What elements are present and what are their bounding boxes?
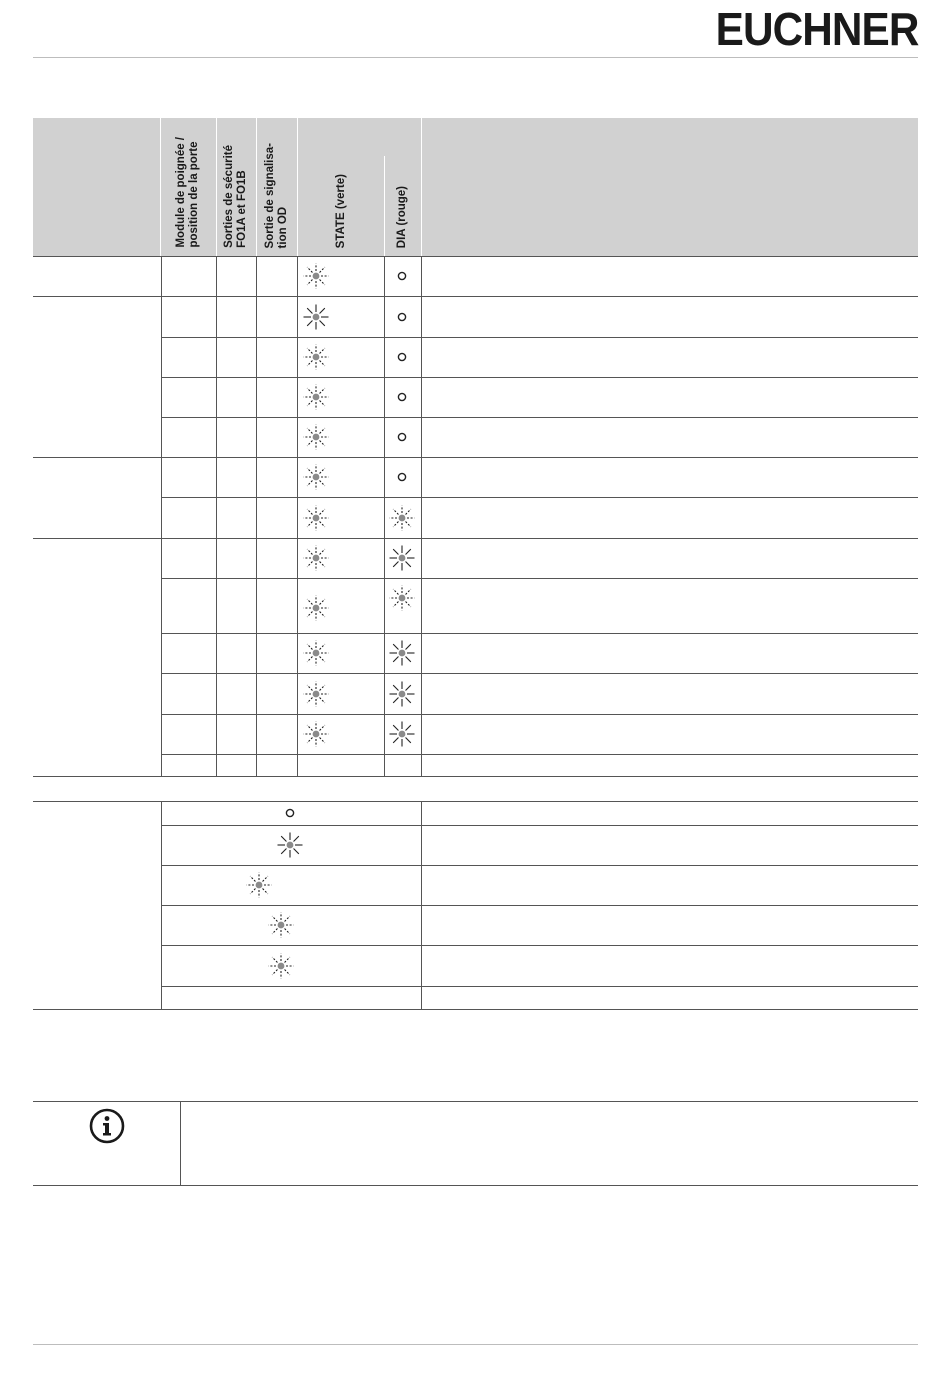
column-divider — [421, 801, 422, 1009]
led-flash-icon — [387, 719, 417, 749]
header-state-led: STATE (verte) — [335, 173, 347, 248]
table-row-divider — [161, 417, 918, 418]
table-row-divider — [161, 905, 918, 906]
led-off-icon — [387, 382, 417, 412]
led-flash-icon — [387, 543, 417, 573]
table-row-divider — [161, 578, 918, 579]
table-bottom-border — [33, 776, 918, 777]
led-blink-icon — [387, 503, 417, 533]
bottom-divider — [33, 1344, 918, 1345]
table-row-divider — [161, 754, 918, 755]
led-off-icon — [387, 342, 417, 372]
table-header — [33, 118, 918, 256]
table-row-divider — [33, 256, 918, 257]
led-off-icon — [387, 261, 417, 291]
note-top-border — [33, 1101, 918, 1102]
table-row-divider — [33, 801, 918, 802]
led-off-icon — [387, 302, 417, 332]
info-icon — [89, 1108, 125, 1144]
table-row-divider — [161, 865, 918, 866]
led-blink-icon — [301, 593, 331, 623]
table-row-divider — [33, 457, 918, 458]
led-flash-icon — [387, 638, 417, 668]
led-flash-icon — [387, 679, 417, 709]
led-blink-icon — [301, 342, 331, 372]
table-row-divider — [161, 497, 918, 498]
table-row-divider — [161, 633, 918, 634]
header-module-handle: Module de poignée / position de la porte — [175, 137, 200, 248]
header-signal-output: Sortie de signalisa- tion OD — [264, 142, 289, 248]
led-blink-icon — [301, 261, 331, 291]
led-blink-icon — [301, 503, 331, 533]
column-divider — [297, 256, 298, 776]
column-divider — [256, 256, 257, 776]
column-divider — [216, 256, 217, 776]
led-flash-icon — [301, 302, 331, 332]
header-dia-led: DIA (rouge) — [396, 185, 408, 248]
table-row-divider — [161, 945, 918, 946]
table-row-divider — [161, 986, 918, 987]
top-divider — [33, 57, 918, 58]
led-blink-icon — [301, 382, 331, 412]
led-off-icon — [275, 798, 305, 828]
led-blink-icon — [266, 951, 296, 981]
euchner-logo: EUCHNER — [715, 3, 918, 55]
column-divider — [161, 801, 162, 1009]
column-divider — [421, 256, 422, 776]
table-row-divider — [33, 538, 918, 539]
table-row-divider — [33, 296, 918, 297]
led-blink-icon — [301, 422, 331, 452]
led-blink-icon — [266, 910, 296, 940]
led-blink-icon — [244, 870, 274, 900]
table-row-divider — [161, 673, 918, 674]
led-blink-icon — [301, 719, 331, 749]
column-divider — [384, 256, 385, 776]
table-row-divider — [161, 377, 918, 378]
led-blink-icon — [301, 543, 331, 573]
led-blink-icon — [387, 583, 417, 613]
table-row-divider — [161, 714, 918, 715]
led-off-icon — [387, 422, 417, 452]
header-safety-outputs: Sorties de sécurité FO1A et FO1B — [223, 145, 248, 248]
column-divider — [161, 256, 162, 776]
note-bottom-border — [33, 1185, 918, 1186]
table-row-divider — [161, 337, 918, 338]
led-blink-icon — [301, 638, 331, 668]
note-divider — [180, 1101, 181, 1185]
led-blink-icon — [301, 679, 331, 709]
led-off-icon — [387, 462, 417, 492]
led-flash-icon — [275, 830, 305, 860]
led-blink-icon — [301, 462, 331, 492]
table-bottom-border — [33, 1009, 918, 1010]
